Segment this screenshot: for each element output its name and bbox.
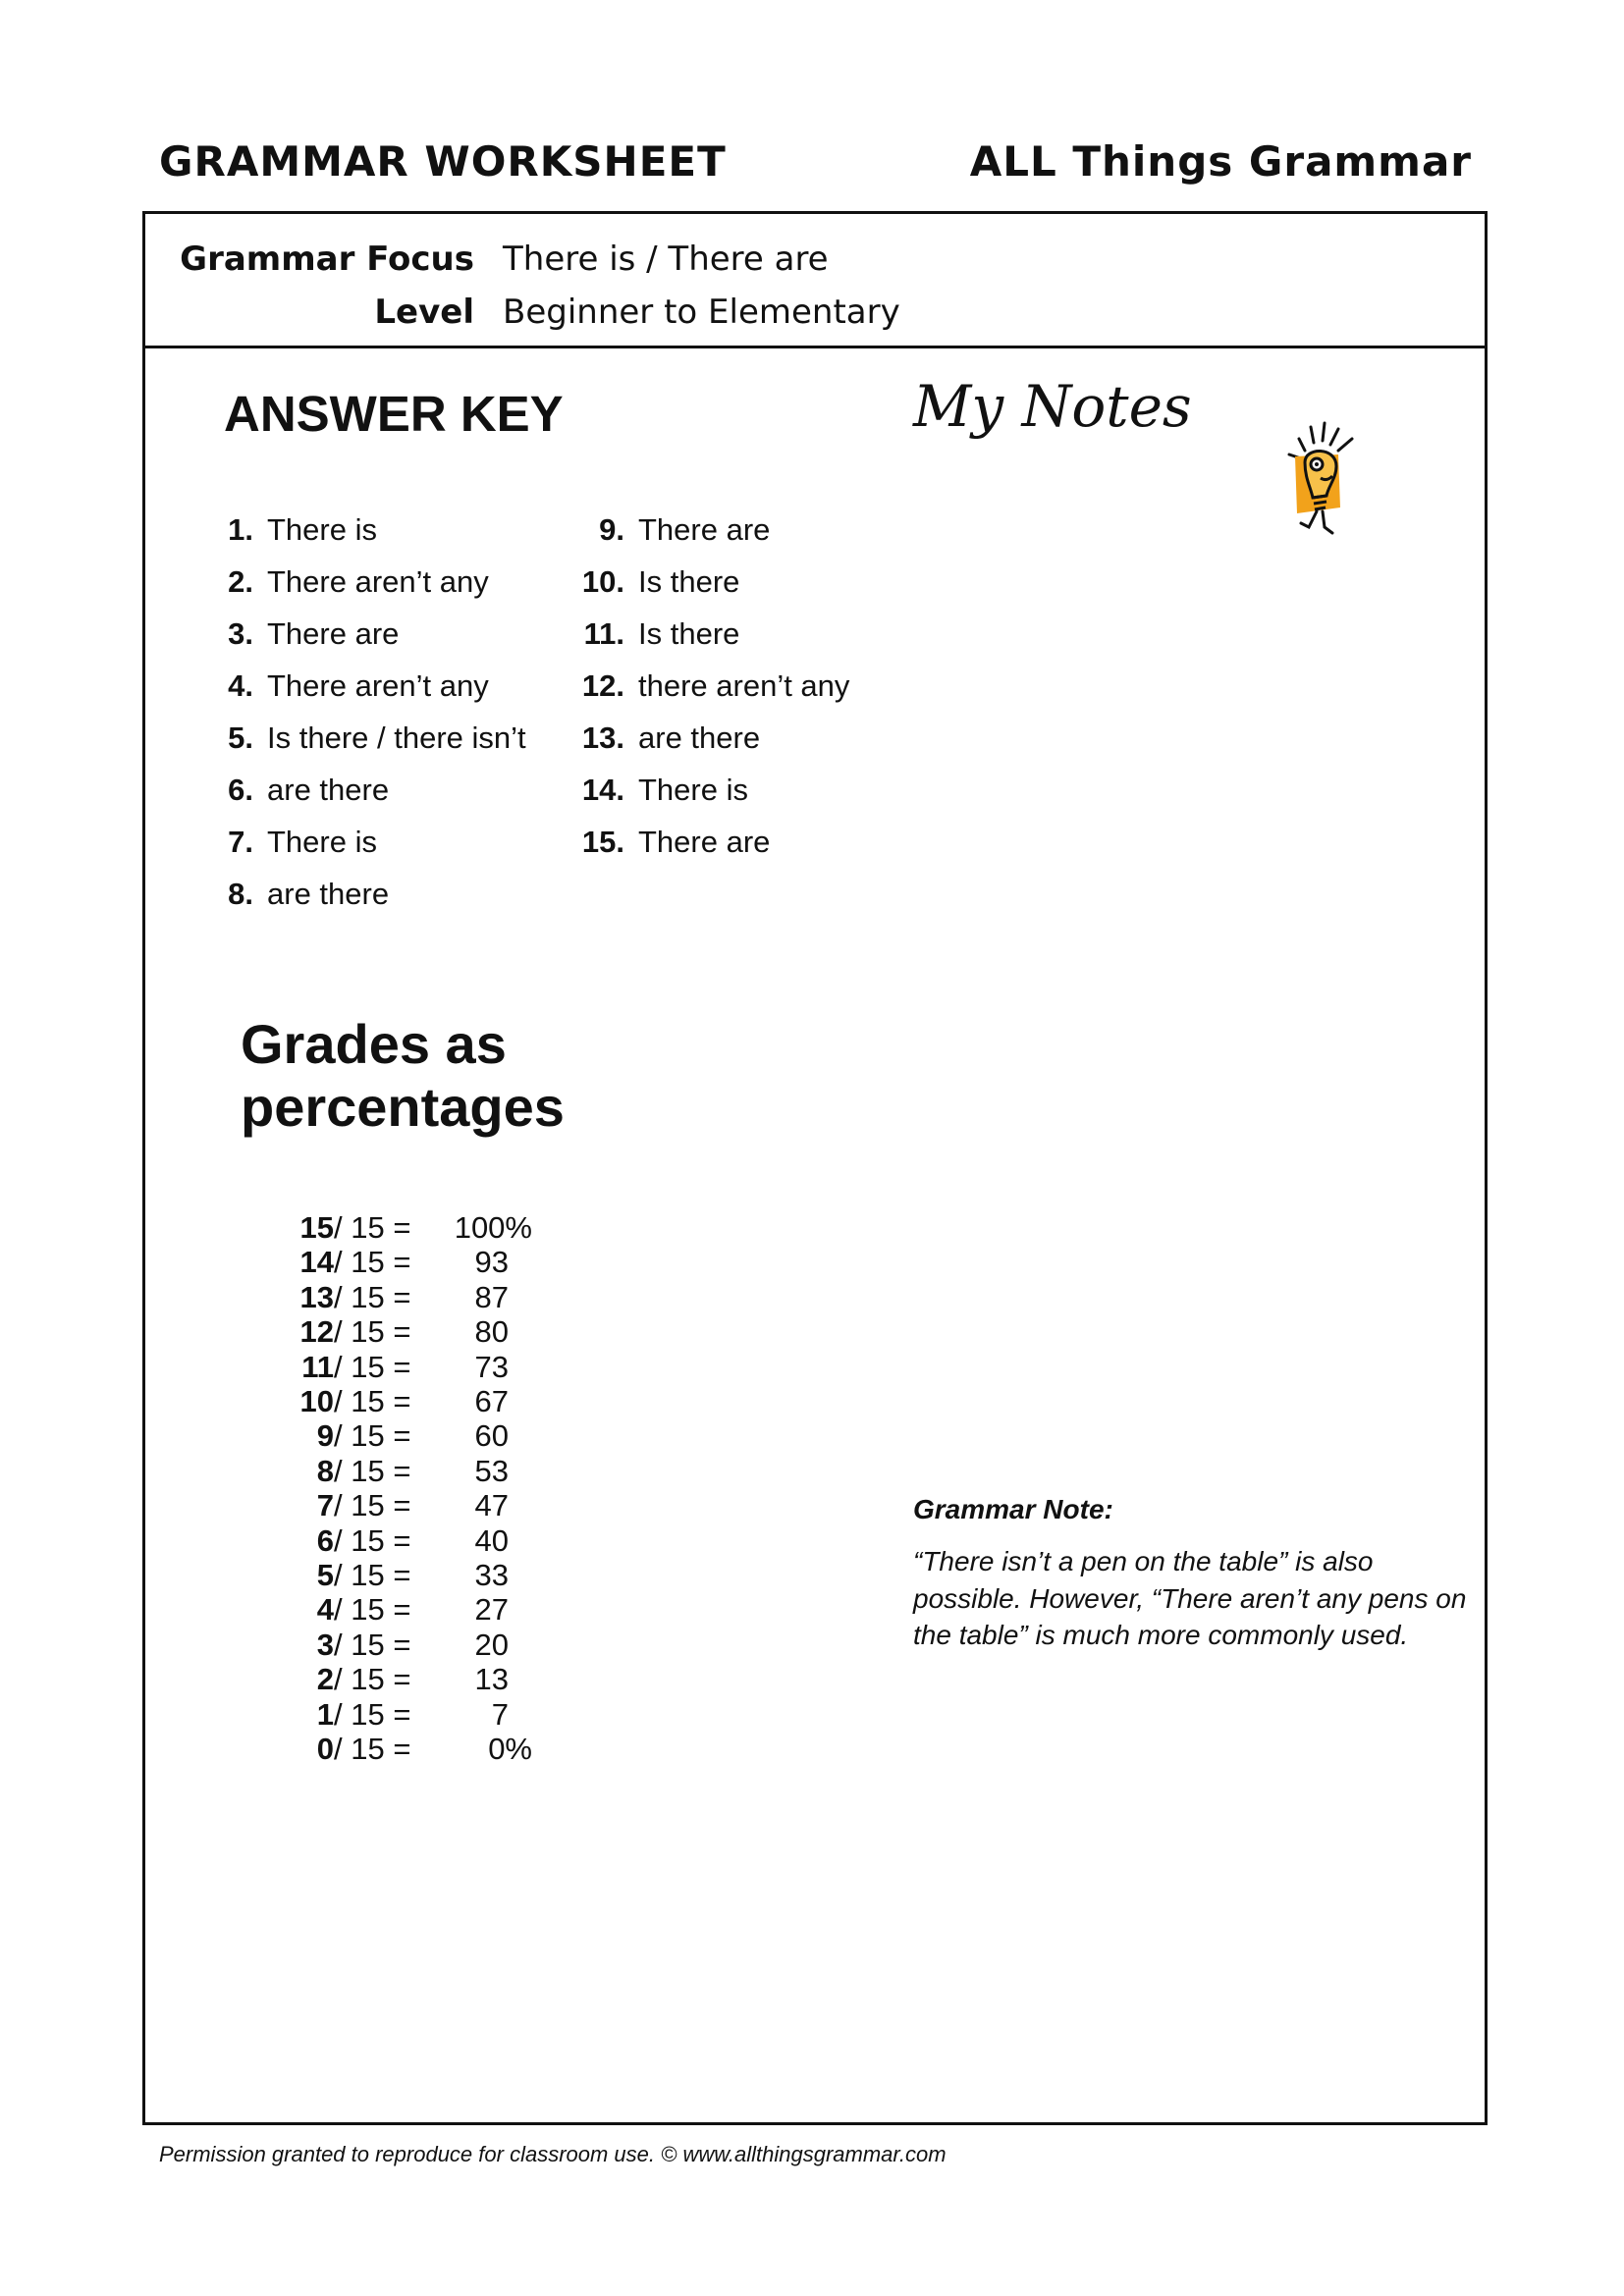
answer-number: 13. (581, 721, 624, 755)
my-notes-title: My Notes (913, 373, 1192, 440)
answer-text: there aren’t any (638, 668, 850, 703)
grammar-note-title: Grammar Note: (913, 1494, 1113, 1524)
grade-total: / 15 = (334, 1732, 411, 1766)
grades-title-line-2: percentages (241, 1076, 565, 1138)
grade-total: / 15 = (334, 1662, 411, 1697)
grade-percent: 80 (474, 1314, 509, 1350)
answer-item (579, 719, 849, 758)
grade-row (255, 1210, 532, 1245)
level-value: Beginner to Elementary (503, 293, 900, 332)
grade-row (255, 1592, 509, 1627)
grade-percent: 67 (474, 1384, 509, 1418)
grade-percent: 27 (474, 1592, 509, 1628)
grade-row (255, 1280, 509, 1314)
worksheet-title: GRAMMAR WORKSHEET (159, 137, 727, 186)
grammar-focus-value: There is / There are (503, 240, 829, 279)
grade-score: 3 (316, 1627, 334, 1662)
answer-item (224, 562, 526, 602)
grade-total: / 15 = (334, 1453, 411, 1488)
grade-score: 1 (316, 1696, 334, 1732)
grade-percent: 60 (474, 1418, 509, 1454)
answer-number: 6. (228, 773, 253, 807)
answer-item (224, 667, 526, 706)
answer-number: 12. (581, 668, 624, 703)
answer-item (579, 771, 849, 810)
answer-text: Is there (638, 616, 740, 651)
answer-item (579, 510, 849, 550)
grade-score: 13 (299, 1279, 334, 1314)
answer-number: 15. (581, 825, 624, 859)
answer-item (579, 823, 849, 862)
answer-text: are there (638, 721, 761, 755)
grades-title-line-1: Grades as (241, 1013, 507, 1075)
grade-row (255, 1523, 509, 1558)
brand-title: ALL Things Grammar (969, 137, 1472, 186)
grades-title (241, 1013, 565, 1139)
grade-percent: 100% (454, 1210, 532, 1245)
grammar-note-text: “There isn’t a pen on the table” is also possible. However, “There aren’t any pens on the table” is much more commonly used. (913, 1546, 1467, 1650)
answer-text: There is (638, 773, 748, 807)
answer-item (224, 875, 526, 914)
answer-text: There are (638, 825, 771, 859)
grammar-focus-label: Grammar Focus (180, 240, 474, 279)
answer-column-2 (579, 510, 849, 862)
answer-text: are there (267, 773, 390, 807)
grade-percent: 0% (488, 1732, 532, 1766)
grade-total: / 15 = (334, 1245, 411, 1280)
grade-percent: 7 (491, 1696, 509, 1732)
answer-text: Is there / there isn’t (267, 721, 526, 755)
grade-total: / 15 = (334, 1488, 411, 1523)
answer-text: There aren’t any (267, 668, 489, 703)
grade-row (255, 1418, 509, 1453)
answer-item (224, 614, 526, 654)
answer-number: 10. (581, 564, 624, 599)
grade-score: 14 (299, 1245, 334, 1280)
footer-permission: Permission granted to reproduce for classroom use. © www.allthingsgrammar.com (159, 2142, 947, 2166)
grade-total: / 15 = (334, 1279, 411, 1314)
answer-number: 14. (581, 773, 624, 807)
grade-percent: 47 (474, 1488, 509, 1523)
grade-total: / 15 = (334, 1592, 411, 1628)
grade-total: / 15 = (334, 1696, 411, 1732)
grade-row (255, 1628, 509, 1662)
grade-total: / 15 = (334, 1210, 411, 1245)
answer-number: 9. (599, 512, 624, 547)
answer-text: There are (638, 512, 771, 547)
lightbulb-mascot-icon (1281, 417, 1380, 555)
level-label: Level (374, 293, 474, 332)
grade-score: 2 (316, 1662, 334, 1697)
answer-item (579, 562, 849, 602)
focus-divider (142, 346, 1488, 348)
grade-row (255, 1558, 509, 1592)
answer-number: 7. (228, 825, 253, 859)
grade-row (255, 1454, 509, 1488)
grade-total: / 15 = (334, 1522, 411, 1558)
grade-row (255, 1384, 509, 1418)
answer-item (224, 823, 526, 862)
grade-score: 11 (301, 1349, 334, 1384)
answer-text: are there (267, 877, 390, 911)
answer-number: 3. (228, 616, 253, 651)
grade-percent: 87 (474, 1279, 509, 1314)
answer-number: 8. (228, 877, 253, 911)
answer-text: There aren’t any (267, 564, 489, 599)
grade-score: 8 (316, 1453, 334, 1488)
grade-score: 7 (316, 1488, 334, 1523)
grade-row (255, 1732, 532, 1766)
grade-percent: 53 (474, 1453, 509, 1488)
answer-number: 5. (228, 721, 253, 755)
answer-item (224, 771, 526, 810)
answer-item (579, 667, 849, 706)
grade-score: 9 (316, 1418, 334, 1454)
grade-percent: 40 (474, 1522, 509, 1558)
grade-total: / 15 = (334, 1418, 411, 1454)
grade-score: 5 (316, 1558, 334, 1592)
grade-percent: 73 (474, 1349, 509, 1384)
grade-percent: 13 (474, 1662, 509, 1697)
grade-row (255, 1350, 509, 1384)
answer-text: There is (267, 512, 377, 547)
answer-item (224, 719, 526, 758)
answer-item (579, 614, 849, 654)
grade-row (255, 1488, 509, 1522)
grade-total: / 15 = (334, 1558, 411, 1592)
answer-key-title: ANSWER KEY (224, 386, 564, 442)
answer-number: 4. (228, 668, 253, 703)
grade-score: 6 (316, 1522, 334, 1558)
grade-score: 0 (316, 1732, 334, 1766)
answer-item (224, 510, 526, 550)
grade-score: 4 (316, 1592, 334, 1628)
grade-row (255, 1245, 509, 1279)
grade-score: 10 (299, 1384, 334, 1418)
answer-text: Is there (638, 564, 740, 599)
answer-number: 11. (583, 616, 624, 651)
grade-percent: 93 (474, 1245, 509, 1280)
grade-total: / 15 = (334, 1349, 411, 1384)
answer-text: There is (267, 825, 377, 859)
answer-column-1 (224, 510, 526, 914)
grade-row (255, 1697, 509, 1732)
grade-total: / 15 = (334, 1627, 411, 1662)
grade-total: / 15 = (334, 1384, 411, 1418)
grade-row (255, 1662, 509, 1696)
answer-text: There are (267, 616, 400, 651)
grade-total: / 15 = (334, 1314, 411, 1350)
grade-percent: 20 (474, 1627, 509, 1662)
grade-score: 12 (299, 1314, 334, 1350)
answer-number: 1. (228, 512, 253, 547)
grade-row (255, 1314, 509, 1349)
answer-number: 2. (228, 564, 253, 599)
grade-score: 15 (299, 1210, 334, 1245)
grade-percent: 33 (474, 1558, 509, 1592)
